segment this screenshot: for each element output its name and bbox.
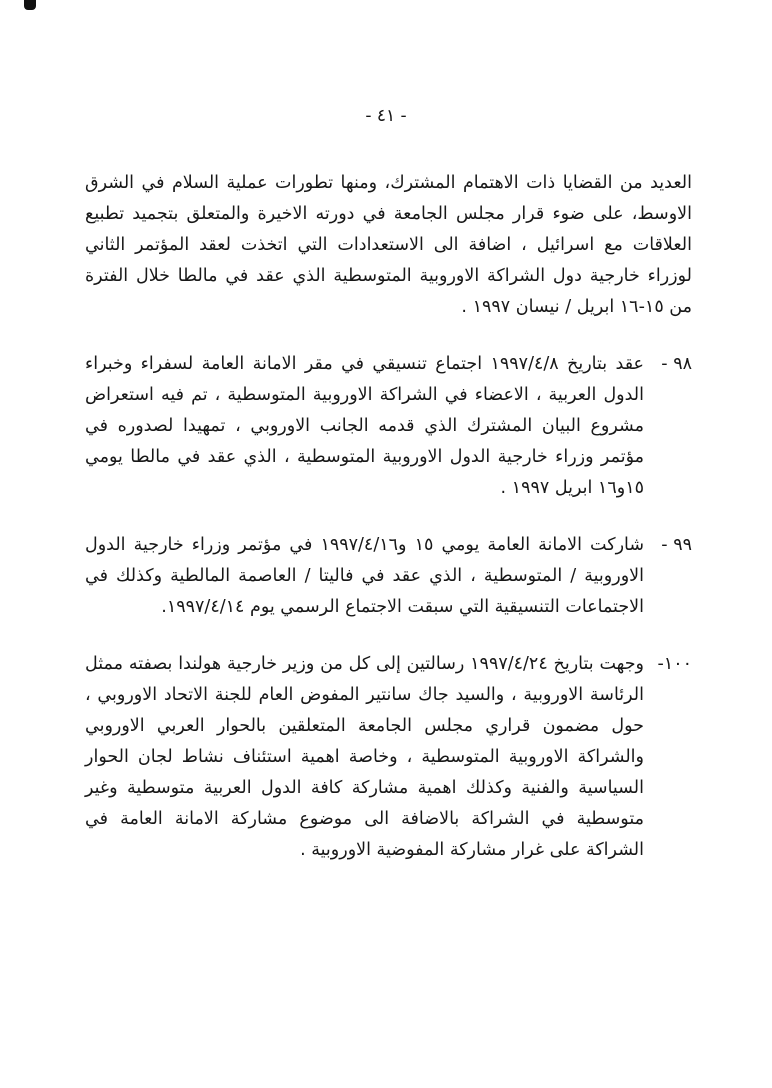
- paragraph-intro: [85, 168, 692, 323]
- paragraph-marker: ١٠٠-: [657, 654, 692, 674]
- page-number: - ٤١ -: [365, 106, 407, 126]
- document-body: [85, 168, 692, 866]
- paragraph-marker: ٩٨ -: [661, 354, 692, 374]
- paragraph-text: شاركت الامانة العامة يومي ١٥ و١٩٩٧/٤/١٦ في مؤتمر وزراء خارجية الدول الاوروبية / المتوسطية ، الذي عقد في فاليتا / العاصمة المالطية وكذلك في الاجتماعات التنسيقية التي سبقت الاجتماع الرسمي يوم ١٩٩٧/٤/١٤.: [85, 535, 645, 617]
- paragraph-text: عقد بتاريخ ١٩٩٧/٤/٨ اجتماع تنسيقي في مقر الامانة العامة لسفراء وخبراء الدول العربية ، الاعضاء في الشراكة الاوروبية المتوسطية ، تم فيه استعراض مشروع البيان المشترك الذي قدمه الجانب الاوروبي ، تمهيدا لصدوره في مؤتمر وزراء خارجية الدول الاوروبية المتوسطية ، الذي عقد في مالطا يومي ١٥و١٦ ابريل ١٩٩٧ .: [85, 354, 644, 498]
- paragraph-99: [85, 530, 692, 623]
- paragraph-98: [85, 349, 692, 504]
- paragraph-100: [85, 649, 692, 866]
- paragraph-marker: ٩٩ -: [661, 535, 692, 555]
- paragraph-text: العديد من القضايا ذات الاهتمام المشترك، ومنها تطورات عملية السلام في الشرق الاوسط، على ضوء قرار مجلس الجامعة في دورته الاخيرة والمتعلق بتجميد تطبيع العلاقات مع اسرائيل ، اضافة الى الاستعدادات التي اتخذت لعقد المؤتمر الثاني لوزراء خارجية دول الشراكة الاوروبية المتوسطية الذي عقد في مالطا خلال الفترة من ١٥-١٦ ابريل / نيسان ١٩٩٧ .: [85, 173, 692, 317]
- scan-artifact-top-left: [24, 0, 36, 10]
- paragraph-text: وجهت بتاريخ ١٩٩٧/٤/٢٤ رسالتين إلى كل من وزير خارجية هولندا بصفته ممثل الرئاسة الاوروبية ، والسيد جاك سانتير المفوض العام للجنة الاتحاد الاوروبي ، حول مضمون قراري مجلس الجامعة المتعلقين بالحوار العربي الاوروبي والشراكة الاوروبية المتوسطية ، وخاصة اهمية استئناف نشاط لجان الحوار السياسية والفنية وكذلك اهمية مشاركة كافة الدول العربية متوسطية وغير متوسطية في الشراكة بالاضافة الى موضوع مشاركة الامانة العامة في الشراكة على غرار مشاركة المفوضية الاوروبية .: [85, 654, 644, 860]
